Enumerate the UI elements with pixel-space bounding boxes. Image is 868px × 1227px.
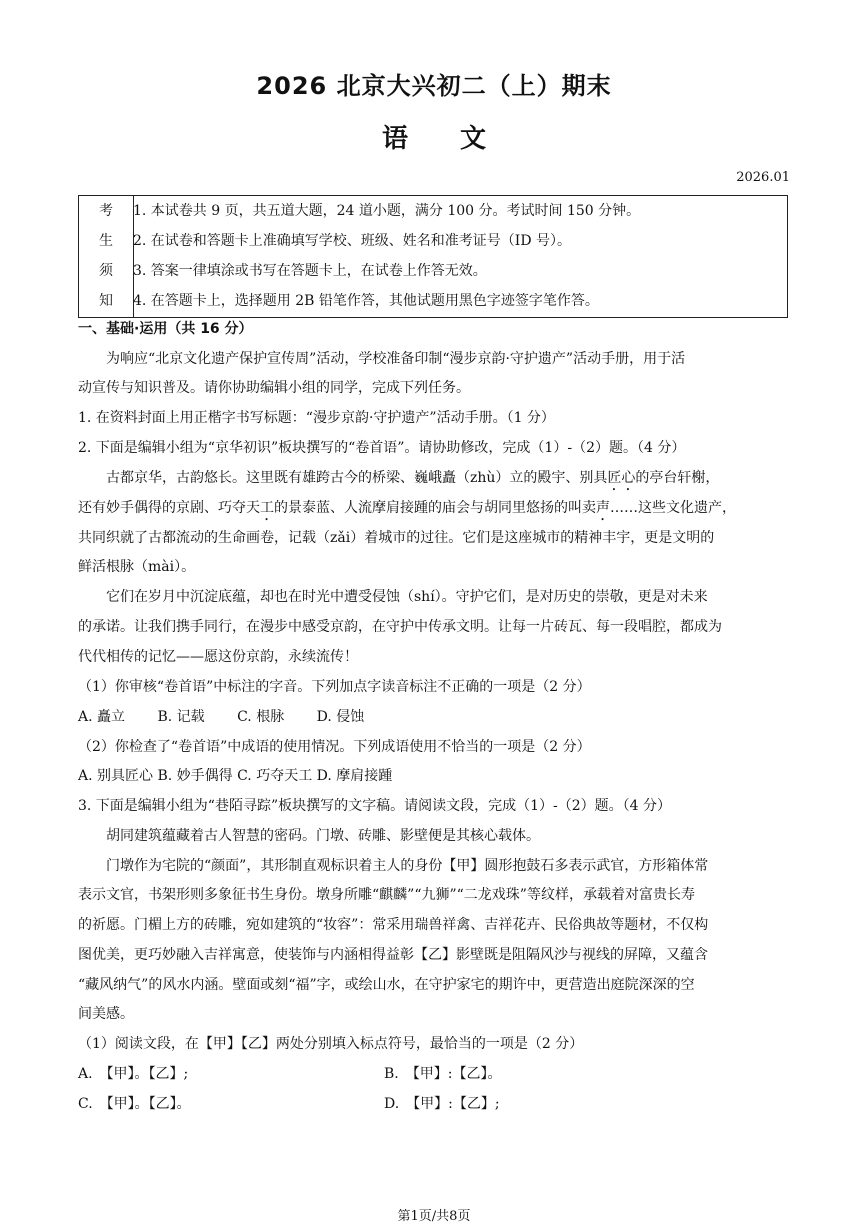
question-3-1: （1）阅读文段，在【甲】【乙】两处分别填入标点符号，最恰当的一项是（2 分） (78, 1036, 584, 1052)
passage-text: 的景泰蓝、人流摩肩接踵的庙会与胡同里悠扬的叫卖 (274, 500, 596, 516)
passage-line (78, 468, 790, 494)
passage-text: 还有妙手偶得的京剧、巧夺天 (78, 500, 260, 516)
passage-line: “藏风纳气”的风水内涵。壁面或刻“福”字，或绘山水，在守护家宅的期许中，更营造出庭院深深的空 (78, 977, 695, 993)
passage-line (78, 498, 790, 524)
exam-notice-box (78, 195, 788, 318)
passage-text: 古都京华，古韵悠长。这里既有雄跨古今的桥梁、巍峨矗（zhù）立的殿宇、别具 (106, 470, 608, 486)
section-heading: 一、基础·运用（共 16 分） (78, 321, 253, 337)
intro-text: 为响应“北京文化遗产保护宣传周”活动，学校准备印制“漫步京韵·守护遗产”活动手册，用于活 (106, 351, 686, 367)
notice-item: 4. 在答题卡上，选择题用 2B 铅笔作答，其他试题用黑色字迹签字笔作答。 (133, 293, 599, 309)
notice-label: 知 (99, 293, 113, 309)
notice-label: 考 (99, 203, 113, 219)
page-footer: 第1页/共8页 (397, 1209, 471, 1224)
page-title: 2026 北京大兴初二（上）期末 (256, 72, 612, 100)
subject-title: 语文 (381, 124, 538, 154)
passage-line: 代代相传的记忆——愿这份京韵，永续流传！ (78, 649, 358, 665)
notice-label: 须 (99, 263, 113, 279)
question-2-1: （1）你审核“卷首语”中标注的字音。下列加点字读音标注不正确的一项是（2 分） (78, 679, 591, 695)
notice-items (133, 196, 787, 317)
passage-line: 胡同建筑蕴藏着古人智慧的密码。门墩、砖雕、影壁便是其核心载体。 (106, 828, 540, 844)
option-b: B. 【甲】:【乙】。 (384, 1066, 502, 1082)
option-d: D. 【甲】:【乙】; (384, 1096, 500, 1112)
passage-line: 间美感。 (78, 1006, 134, 1022)
question-3: 3. 下面是编辑小组为“巷陌寻踪”板块撰写的文字稿。请阅读文段，完成（1）-（2）题。（4 分） (78, 798, 672, 814)
passage-text: 的亭台轩榭， (635, 470, 720, 486)
notice-item: 3. 答案一律填涂或书写在答题卡上，在试卷上作答无效。 (133, 263, 487, 279)
question-2-1-options: A. 矗立 B. 记载 C. 根脉 D. 侵蚀 (78, 709, 365, 725)
passage-text: ……这些文化遗产， (610, 500, 736, 516)
question-2-2-options: A. 别具匠心 B. 妙手偶得 C. 巧夺天工 D. 摩肩接踵 (78, 768, 393, 784)
notice-item: 2. 在试卷和答题卡上准确填写学校、班级、姓名和准考证号（ID 号）。 (133, 233, 572, 249)
question-2-2: （2）你检查了“卷首语”中成语的使用情况。下列成语使用不恰当的一项是（2 分） (78, 739, 591, 755)
question-2: 2. 下面是编辑小组为“京华初识”板块撰写的“卷首语”。请协助修改，完成（1）-（2）题。（4 分） (78, 440, 686, 456)
dotted-text: 声 (596, 500, 610, 516)
passage-line: 的承诺。让我们携手同行，在漫步中感受京韵，在守护中传承文明。让每一片砖瓦、每一段唱腔，都成为 (78, 619, 722, 635)
dotted-text: 工 (260, 500, 274, 516)
intro-text: 动宣传与知识普及。请你协助编辑小组的同学，完成下列任务。 (78, 380, 470, 396)
notice-label-column (79, 196, 134, 317)
passage-line: 它们在岁月中沉淀底蕴，却也在时光中遭受侵蚀（shí）。守护它们，是对历史的崇敬，更是对未来 (106, 589, 708, 605)
passage-line: 图优美，更巧妙融入吉祥寓意，使装饰与内涵相得益彰【乙】影壁既是阻隔风沙与视线的屏障，又蕴含 (78, 947, 708, 963)
notice-item: 1. 本试卷共 9 页，共五道大题，24 道小题，满分 100 分。考试时间 150 分钟。 (133, 203, 641, 219)
passage-line: 鲜活根脉（mài）。 (78, 559, 196, 575)
notice-label: 生 (99, 233, 113, 249)
passage-line: 共同织就了古都流动的生命画卷，记载（zǎi）着城市的过往。它们是这座城市的精神丰宇，更是文明的 (78, 530, 715, 546)
option-c: C. 【甲】。【乙】。 (78, 1096, 191, 1112)
question-1: 1. 在资料封面上用正楷字书写标题：“漫步京韵·守护遗产”活动手册。（1 分） (78, 410, 555, 426)
dotted-text: 匠心 (607, 470, 636, 486)
exam-date: 2026.01 (736, 170, 790, 185)
option-a: A. 【甲】。【乙】; (78, 1066, 189, 1082)
passage-line: 门墩作为宅院的“颜面”，其形制直观标识着主人的身份【甲】圆形抱鼓石多表示武官，方形箱体常 (106, 858, 709, 874)
passage-line: 的祈愿。门楣上方的砖雕，宛如建筑的“妆容”：常采用瑞兽祥禽、吉祥花卉、民俗典故等题材，不仅构 (78, 917, 709, 933)
passage-line: 表示文官，书架形则多象征书生身份。墩身所雕“麒麟”“九狮”“二龙戏珠”等纹样，承载着对富贵长寿 (78, 887, 695, 903)
